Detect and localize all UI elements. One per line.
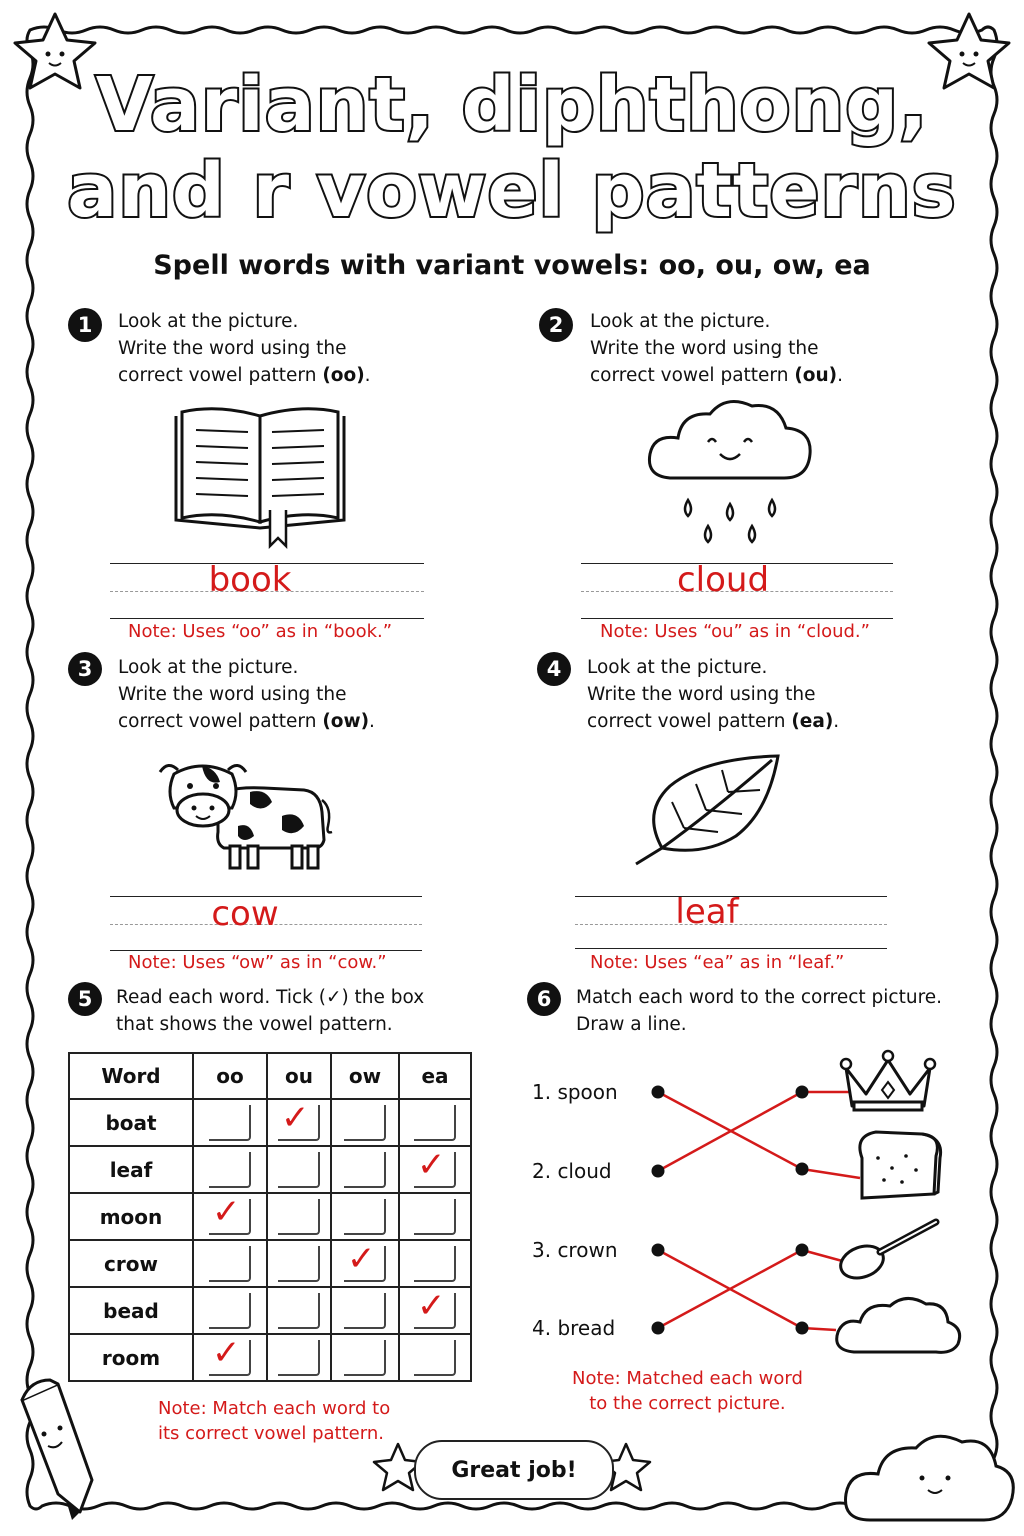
vowel-pattern: (ea) [791, 711, 834, 732]
tick-cell-ea [399, 1240, 471, 1287]
checkbox[interactable] [344, 1105, 386, 1141]
writing-line [110, 618, 424, 619]
leaf-icon [632, 752, 782, 868]
tick-cell-oo [193, 1099, 267, 1146]
tick-cell-ea [399, 1099, 471, 1146]
instruction-punct: . [837, 365, 844, 386]
table-row [69, 1334, 471, 1381]
instruction-line [118, 362, 371, 389]
answer-text[interactable]: leaf [675, 892, 739, 932]
instruction-text: correct vowel pattern [118, 711, 323, 732]
checkmark-icon: ✓ [212, 1191, 241, 1232]
instruction-punct: . [369, 711, 375, 732]
note-line: Note: Match each word to [158, 1398, 391, 1419]
checkbox[interactable] [209, 1191, 251, 1235]
checkbox[interactable] [278, 1246, 320, 1282]
exercise-5-instructions [116, 984, 424, 1038]
vowel-pattern-table [68, 1052, 472, 1382]
column-header-word: Word [69, 1053, 193, 1099]
match-dot[interactable] [652, 1322, 665, 1335]
word-cell: leaf [69, 1146, 193, 1193]
instruction-text: correct vowel pattern [590, 365, 795, 386]
answer-note: Note: Uses “ow” as in “cow.” [128, 952, 387, 973]
checkbox[interactable] [414, 1144, 456, 1188]
checkbox[interactable] [209, 1105, 251, 1141]
checkbox[interactable] [278, 1293, 320, 1329]
matching-note [572, 1366, 803, 1416]
checkbox[interactable] [209, 1332, 251, 1376]
match-dot[interactable] [796, 1244, 809, 1257]
instruction-line: Look at the picture. [118, 657, 299, 678]
tick-cell-ou [267, 1099, 331, 1146]
match-dot[interactable] [796, 1322, 809, 1335]
match-word: 1. spoon [532, 1080, 618, 1104]
word-cell: bead [69, 1287, 193, 1334]
tick-cell-oo [193, 1287, 267, 1334]
match-dot[interactable] [796, 1086, 809, 1099]
note-line: Note: Matched each word [572, 1368, 803, 1389]
tick-cell-ea [399, 1193, 471, 1240]
tick-cell-ou [267, 1146, 331, 1193]
writing-line [581, 618, 893, 619]
pencil-icon [22, 1380, 92, 1520]
checkbox[interactable] [414, 1340, 456, 1376]
column-header-ea: ea [399, 1053, 471, 1099]
match-word: 3. crown [532, 1238, 618, 1262]
note-line: its correct vowel pattern. [158, 1423, 384, 1444]
word-cell: room [69, 1334, 193, 1381]
table-row [69, 1240, 471, 1287]
instruction-line: Read each word. Tick (✓) the box [116, 987, 425, 1008]
checkbox[interactable] [414, 1199, 456, 1235]
rain-cloud-icon [640, 392, 820, 552]
tick-cell-ou [267, 1287, 331, 1334]
instruction-line: Look at the picture. [590, 311, 771, 332]
instruction-line: Draw a line. [576, 1014, 687, 1035]
table-note [158, 1396, 390, 1446]
crown-icon [841, 1051, 935, 1110]
table-row [69, 1099, 471, 1146]
tick-cell-ea [399, 1287, 471, 1334]
instruction-line [587, 708, 839, 735]
checkbox[interactable] [278, 1199, 320, 1235]
tick-cell-ea [399, 1334, 471, 1381]
tick-cell-ow [331, 1334, 399, 1381]
table-row [69, 1146, 471, 1193]
exercise-6-instructions [576, 984, 942, 1038]
checkmark-icon: ✓ [417, 1144, 446, 1185]
instruction-text: correct vowel pattern [587, 711, 792, 732]
checkbox[interactable] [278, 1152, 320, 1188]
table-row [69, 1193, 471, 1240]
exercise-number-badge: 4 [537, 652, 571, 686]
instruction-line: Write the word using the [590, 338, 819, 359]
instruction-line: Write the word using the [118, 338, 347, 359]
answer-note: Note: Uses “oo” as in “book.” [128, 621, 393, 642]
match-dot[interactable] [796, 1163, 809, 1176]
instruction-line: Write the word using the [587, 684, 816, 705]
exercise-number-badge: 6 [527, 982, 561, 1016]
exercise-3-instructions [118, 654, 375, 735]
page-title-line-1: Variant, diphthong, [95, 62, 929, 148]
tick-cell-ou [267, 1193, 331, 1240]
match-word: 2. cloud [532, 1159, 612, 1183]
checkbox[interactable] [209, 1293, 251, 1329]
writing-line [575, 948, 887, 949]
tick-cell-oo [193, 1193, 267, 1240]
checkbox[interactable] [278, 1097, 320, 1141]
answer-text[interactable]: book [208, 560, 292, 600]
tick-cell-ow [331, 1287, 399, 1334]
checkmark-icon: ✓ [212, 1332, 241, 1373]
column-header-ou: ou [267, 1053, 331, 1099]
exercise-4-instructions [587, 654, 839, 735]
tick-cell-ou [267, 1334, 331, 1381]
column-header-ow: ow [331, 1053, 399, 1099]
checkbox[interactable] [344, 1238, 386, 1282]
checkbox[interactable] [344, 1340, 386, 1376]
checkmark-icon: ✓ [281, 1097, 310, 1138]
exercise-number-badge: 5 [68, 982, 102, 1016]
word-cell: boat [69, 1099, 193, 1146]
word-cell: moon [69, 1193, 193, 1240]
instruction-line [118, 708, 375, 735]
match-dot[interactable] [652, 1165, 665, 1178]
exercise-number-badge: 1 [68, 308, 102, 342]
checkmark-icon: ✓ [347, 1238, 376, 1279]
match-dot[interactable] [652, 1244, 665, 1257]
matching-area [640, 1040, 980, 1370]
checkmark-icon: ✓ [417, 1285, 446, 1326]
tick-cell-ea [399, 1146, 471, 1193]
tick-cell-ou [267, 1240, 331, 1287]
exercise-number-badge: 2 [539, 308, 573, 342]
cow-icon [154, 752, 336, 878]
instruction-line [590, 362, 843, 389]
page-subtitle: Spell words with variant vowels: oo, ou, ow, ea [153, 250, 871, 281]
tick-cell-ow [331, 1240, 399, 1287]
match-word: 4. bread [532, 1316, 616, 1340]
tick-cell-ow [331, 1193, 399, 1240]
cloud-icon [846, 1436, 1014, 1520]
checkbox[interactable] [344, 1199, 386, 1235]
answer-text[interactable]: cow [211, 894, 279, 934]
tick-cell-oo [193, 1146, 267, 1193]
writing-line [110, 950, 422, 951]
answer-note: Note: Uses “ou” as in “cloud.” [600, 621, 870, 642]
tick-cell-ow [331, 1146, 399, 1193]
instruction-line: Match each word to the correct picture. [576, 987, 943, 1008]
checkbox[interactable] [414, 1105, 456, 1141]
bread-icon [860, 1132, 941, 1198]
instruction-punct: . [364, 365, 371, 386]
book-icon [168, 400, 356, 550]
instruction-line: Look at the picture. [118, 311, 299, 332]
tick-cell-oo [193, 1240, 267, 1287]
table-header-row [69, 1053, 471, 1099]
exercise-2-instructions [590, 308, 843, 389]
instruction-punct: . [833, 711, 840, 732]
checkbox[interactable] [344, 1152, 386, 1188]
checkbox[interactable] [414, 1285, 456, 1329]
great-job-badge: Great job! [414, 1440, 614, 1500]
page-title-line-2: and r vowel patterns [67, 148, 957, 234]
instruction-line: Look at the picture. [587, 657, 768, 678]
tick-cell-oo [193, 1334, 267, 1381]
vowel-pattern: (oo) [322, 365, 365, 386]
checkbox[interactable] [344, 1293, 386, 1329]
exercise-number-badge: 3 [68, 652, 102, 686]
column-header-oo: oo [193, 1053, 267, 1099]
match-dot[interactable] [652, 1086, 665, 1099]
tick-cell-ow [331, 1099, 399, 1146]
checkbox[interactable] [278, 1340, 320, 1376]
note-line: to the correct picture. [589, 1393, 786, 1414]
spoon-icon [836, 1222, 936, 1284]
answer-text[interactable]: cloud [676, 560, 770, 600]
instruction-line: Write the word using the [118, 684, 347, 705]
checkbox[interactable] [414, 1246, 456, 1282]
cloud-icon [837, 1298, 960, 1352]
vowel-pattern: (ou) [794, 365, 838, 386]
answer-note: Note: Uses “ea” as in “leaf.” [590, 952, 845, 973]
vowel-pattern: (ow) [322, 711, 370, 732]
table-row [69, 1287, 471, 1334]
word-cell: crow [69, 1240, 193, 1287]
exercise-1-instructions [118, 308, 371, 389]
instruction-text: correct vowel pattern [118, 365, 323, 386]
checkbox[interactable] [209, 1246, 251, 1282]
instruction-line: that shows the vowel pattern. [116, 1014, 393, 1035]
checkbox[interactable] [209, 1152, 251, 1188]
